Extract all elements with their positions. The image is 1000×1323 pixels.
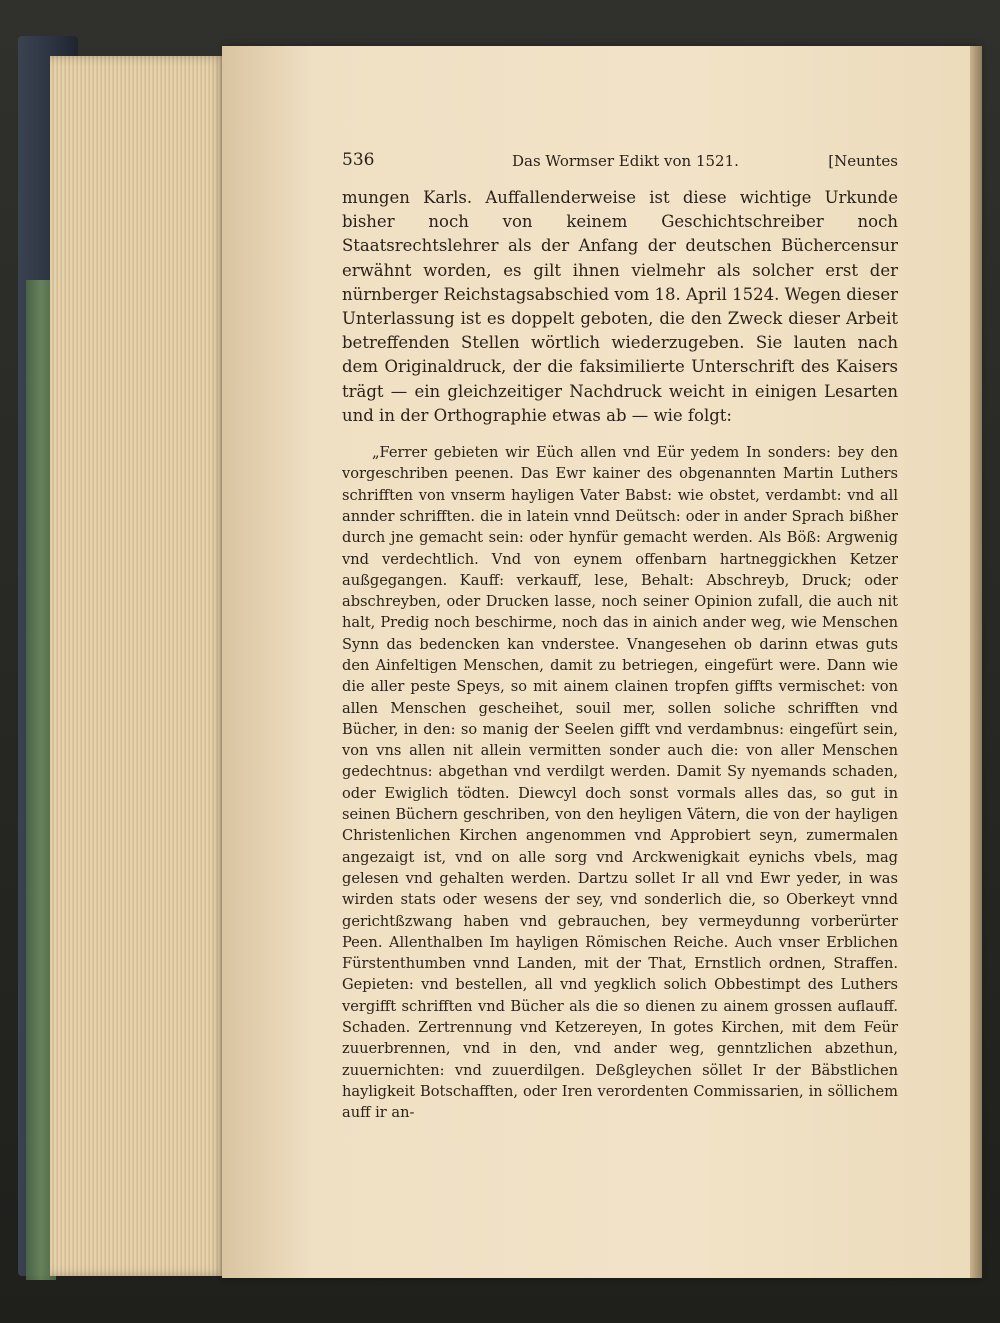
body-paragraph: mungen Karls. Auffallenderweise ist diese wichtige Urkunde bisher noch von keinem Geschichtschreiber noch Staatsrechtslehrer als der Anfang der deutschen Büchercensur erwähnt worden, es gilt ihnen vielmehr als solcher erst der nürnberger Reichstagsabschied vom 18. April 1524. Wegen dieser Unterlassung ist es doppelt geboten, die den Zweck dieser Arbeit betreffenden Stellen wörtlich wiederzugeben. Sie lauten nach dem Originaldruck, der die faksimilierte Unterschrift des Kaisers trägt — ein gleichzeitiger Nachdruck weicht in einigen Lesarten und in der Orthographie etwas ab — wie folgt: — [342, 188, 898, 425]
page-right-edge — [970, 46, 982, 1278]
edict-quotation: „Ferrer gebieten wir Eüch allen vnd Eür yedem In sonders: bey den vorgeschriben peenen. Das Ewr kainer des obgenannten Martin Luthers schrifften von vnserm hayligen Vater Babst: wie obstet, verdambt: vnd all annder schrifften. die in latein vnnd Deütsch: oder in ander Sprach bißher durch jne gemacht sein: oder hynfür gemacht werden. Als Böß: Argwenig vnd verdechtlich. Vnd von eynem offenbarn hartneggickhen Ketzer außgegangen. Kauff: verkauff, lese, Behalt: Abschreyb, Druck; oder abschreyben, oder Drucken lasse, noch seiner Opinion zufall, die auch nit halt, Predig noch beschirme, noch das in ainich ander weg, wie Menschen Synn das bedencken kan vnderstee. Vnangesehen ob darinn etwas guts den Ainfeltigen Menschen, damit zu betriegen, eingefürt were. Dann wie die aller peste Speys, so mit ainem clainen tropfen giffts vermischet: von allen Menschen gescheihet, souil mer, sollen soliche schrifften vnd Bücher, in den: so manig der Seelen gifft vnd verdambnus: eingefürt sein, von vns allen nit allein vermitten sonder auch die: von aller Menschen gedechtnus: abgethan vnd verdilgt werden. Damit Sy nyemands schaden, oder Ewiglich tödten. Diewcyl doch sonst vormals alles das, so gut in seinen Büchern geschriben, von den heyligen Vätern, die von der hayligen Christenlichen Kirchen angenommen vnd Approbiert seyn, zumermalen angezaigt ist, vnd on alle sorg vnd Arckwenigkait eynichs vbels, mag gelesen vnd gehalten werden. Dartzu sollet Ir all vnd Ewr yeder, in was wirden stats oder wesens der sey, vnd sonderlich die, so Oberkeyt vnnd gerichtßzwang haben vnd gebrauchen, bey vermeydunng vorberürter Peen. Allenthalben Im hayligen Römischen Reiche. Auch vnser Erblichen Fürstenthumben vnnd Landen, mit der That, Ernstlich ordnen, Straffen. Gepieten: vnd bestellen, all vnd yegklich solich Obbestimpt des Luthers vergifft schrifften vnd Bücher als die so dienen zu ainem grossen auflauff. Schaden. Zertrennung vnd Ketzereyen, In gotes Kirchen, mit dem Feür zuuerbrennen, vnd in den, vnd ander weg, genntzlichen abzethun, zuuernichten: vnd zuuerdilgen. Deßgleychen söllet Ir der Bäbstlichen hayligkeit Botschafften, oder Iren verordenten Commissarien, in söllichem auff ir an- — [342, 444, 898, 1122]
page-header — [342, 150, 898, 174]
page-edges — [50, 56, 226, 1276]
section-label: [Neuntes — [828, 152, 898, 170]
running-title: Das Wormser Edikt von 1521. — [512, 152, 739, 170]
page-body — [342, 186, 898, 1124]
page-number: 536 — [342, 150, 375, 170]
